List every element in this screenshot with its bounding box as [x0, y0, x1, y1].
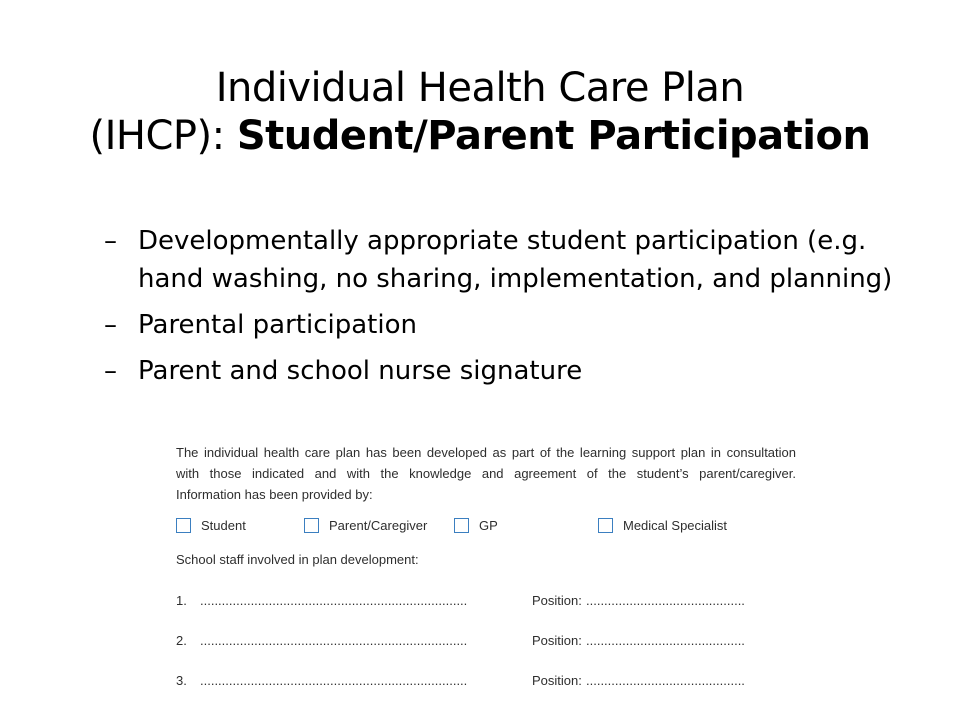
option-medical-specialist[interactable]	[598, 515, 727, 536]
slide-title	[0, 64, 960, 160]
provided-by-options	[176, 515, 796, 539]
staff-row	[176, 670, 796, 690]
slide-title-line2	[0, 112, 960, 160]
staff-row	[176, 630, 796, 650]
form-intro-line: The individual health care plan has been developed as part of the learning support plan in consultation	[176, 445, 796, 460]
position-field[interactable]: ............................................	[586, 673, 745, 688]
bullet-text: Developmentally appropriate student participation (e.g. hand washing, no sharing, implementation, and planning)	[138, 226, 893, 294]
slide-title-prefix: (IHCP):	[89, 113, 237, 159]
bullet-item	[104, 306, 924, 344]
option-gp[interactable]	[454, 515, 498, 536]
checkbox[interactable]	[454, 518, 469, 533]
bullet-dash: –	[104, 356, 117, 386]
bullet-dash: –	[104, 310, 117, 340]
option-label: Parent/Caregiver	[329, 518, 428, 533]
position-label: Position:	[532, 633, 582, 648]
option-label: Student	[201, 518, 246, 533]
form-intro	[176, 442, 796, 505]
bullet-dash: –	[104, 226, 117, 256]
staff-name-field[interactable]: ..........................................................................	[200, 673, 468, 688]
staff-label: School staff involved in plan development:	[176, 552, 419, 567]
staff-row-number: 3.	[176, 673, 187, 688]
ihcp-form-excerpt	[176, 442, 796, 690]
option-label: Medical Specialist	[623, 518, 728, 533]
bullet-text: Parent and school nurse signature	[138, 356, 583, 386]
staff-row	[176, 590, 796, 610]
bullet-text: Parental participation	[138, 310, 417, 340]
checkbox[interactable]	[304, 518, 319, 533]
option-label: GP	[479, 518, 498, 533]
option-parent-caregiver[interactable]	[304, 515, 427, 536]
position-label: Position:	[532, 593, 582, 608]
bullet-item	[104, 222, 924, 298]
position-field[interactable]: ............................................	[586, 593, 745, 608]
option-student[interactable]	[176, 515, 246, 536]
checkbox[interactable]	[598, 518, 613, 533]
staff-row-number: 1.	[176, 593, 187, 608]
position-label: Position:	[532, 673, 582, 688]
staff-row-number: 2.	[176, 633, 187, 648]
bullet-list	[104, 222, 924, 398]
slide-title-line1: Individual Health Care Plan	[215, 65, 745, 111]
form-intro-line: with those indicated and with the knowledge and agreement of the student’s parent/caregiver.	[176, 466, 796, 481]
bullet-item	[104, 352, 924, 390]
staff-name-field[interactable]: ..........................................................................	[200, 633, 468, 648]
checkbox[interactable]	[176, 518, 191, 533]
slide-title-bold: Student/Parent Participation	[236, 113, 871, 159]
position-field[interactable]: ............................................	[586, 633, 745, 648]
staff-name-field[interactable]: ..........................................................................	[200, 593, 468, 608]
form-intro-line: Information has been provided by:	[176, 487, 373, 502]
